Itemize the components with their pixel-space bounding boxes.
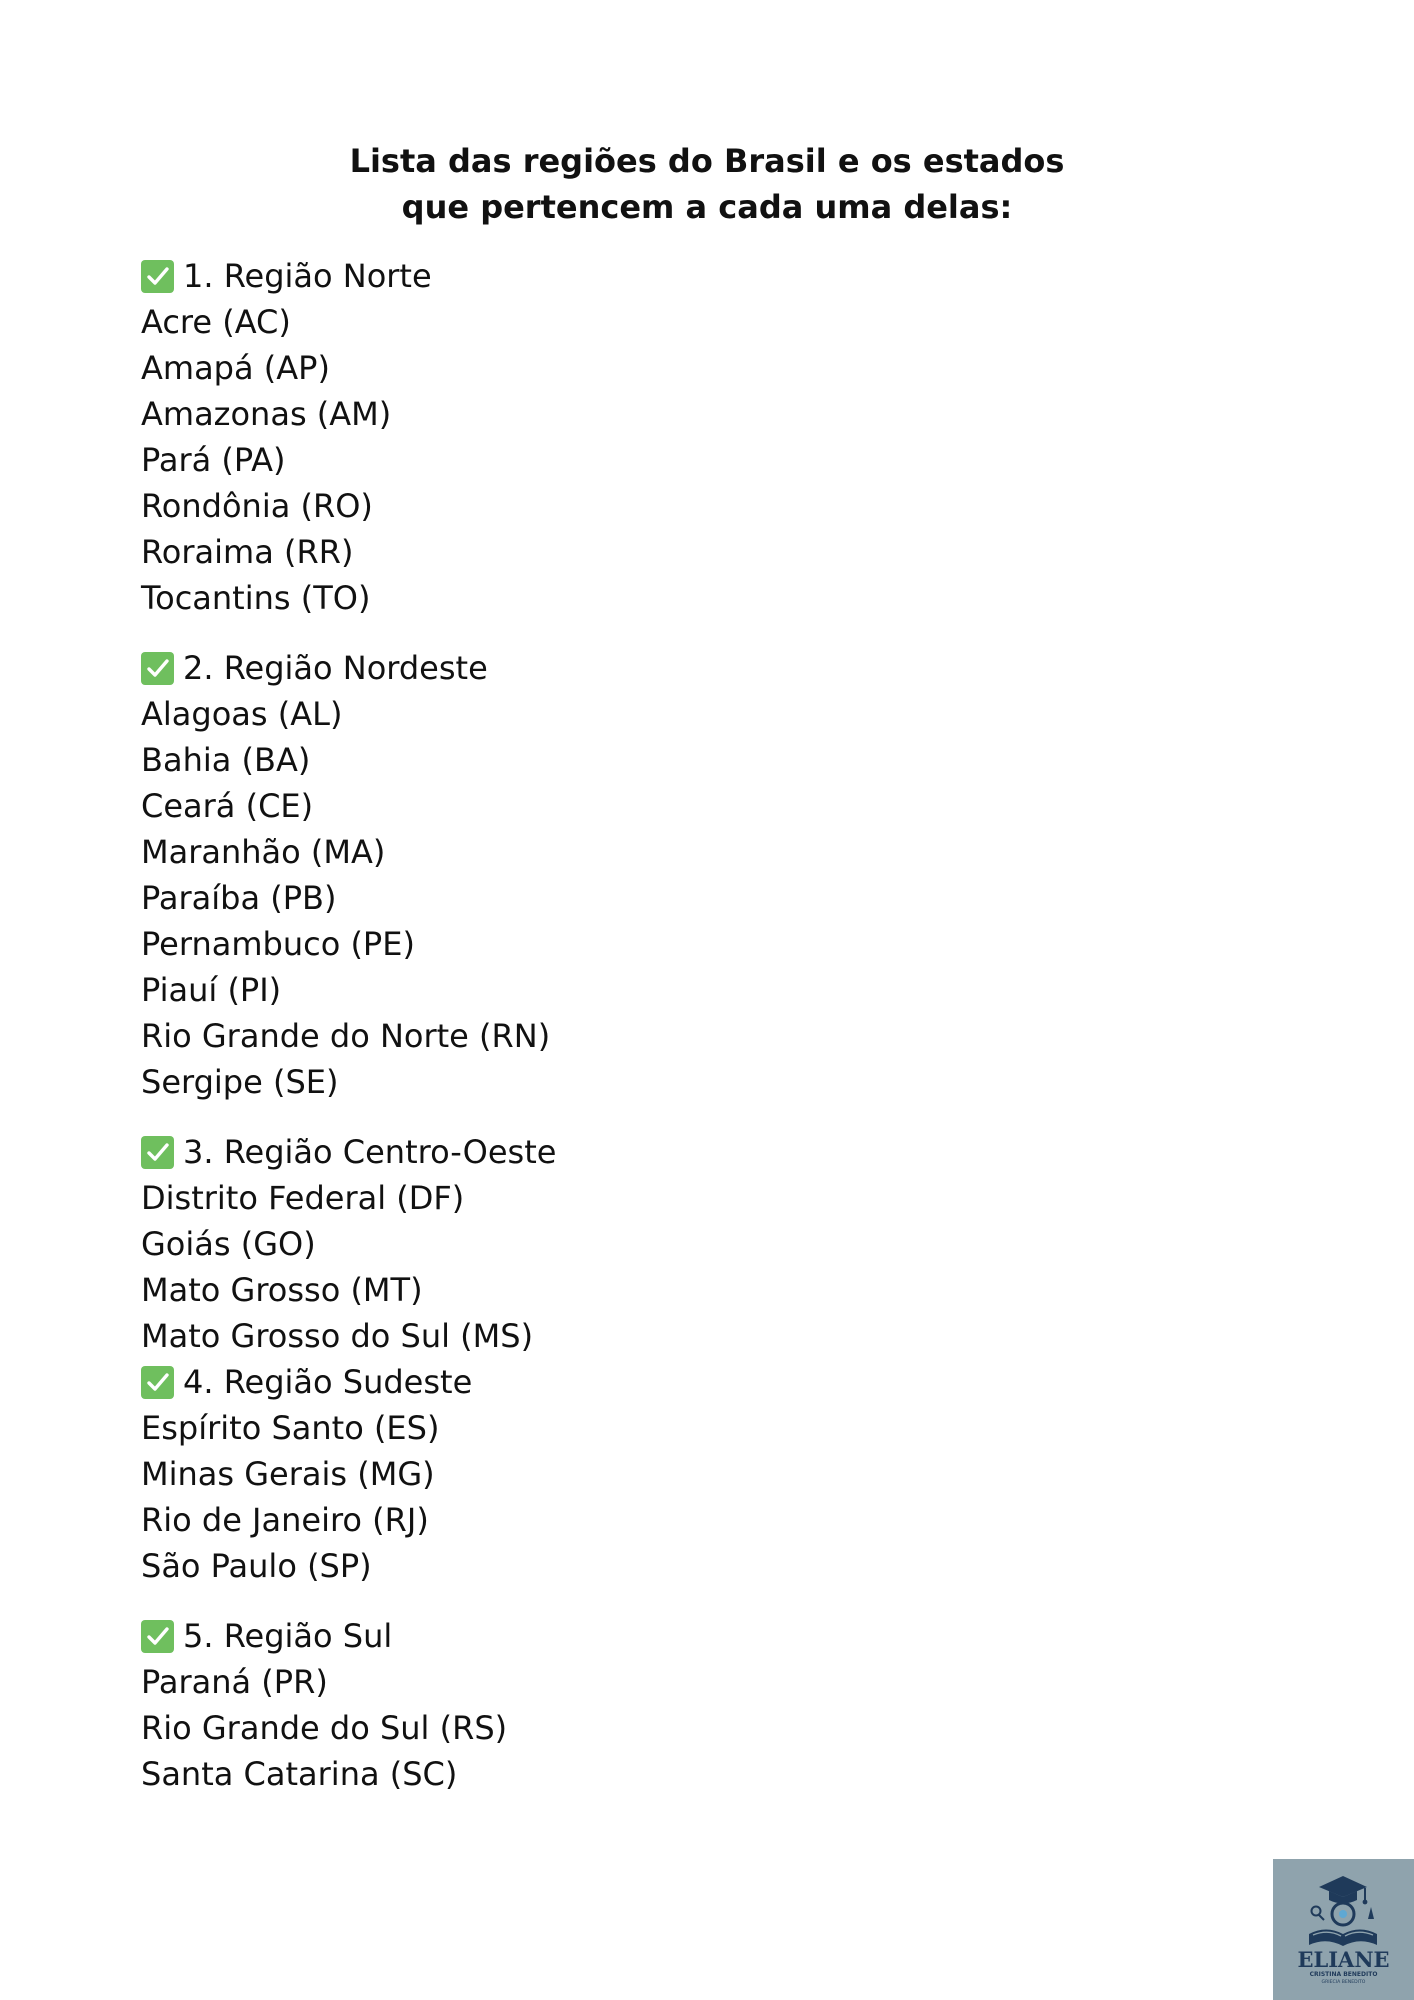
region-heading-label: 2. Região Nordeste: [183, 649, 488, 687]
title-line-2: que pertencem a cada uma delas:: [401, 188, 1013, 226]
region-sudeste: [141, 1359, 1041, 1589]
state-item: Santa Catarina (SC): [141, 1755, 458, 1793]
state-item: Mato Grosso do Sul (MS): [141, 1317, 534, 1355]
state-item: Acre (AC): [141, 303, 291, 341]
state-item: Tocantins (TO): [141, 579, 371, 617]
state-item: Paraná (PR): [141, 1663, 328, 1701]
region-heading: [141, 1613, 1041, 1659]
region-norte: [141, 253, 1041, 621]
state-item: Mato Grosso (MT): [141, 1271, 423, 1309]
state-item: Piauí (PI): [141, 971, 282, 1009]
state-item: Paraíba (PB): [141, 879, 337, 917]
state-item: Distrito Federal (DF): [141, 1179, 465, 1217]
state-item: Amazonas (AM): [141, 395, 392, 433]
state-item: Minas Gerais (MG): [141, 1455, 435, 1493]
logo-name: ELIANE: [1297, 1947, 1390, 1972]
region-nordeste: [141, 645, 1041, 1105]
region-centro-oeste: [141, 1129, 1041, 1359]
author-logo: [1273, 1859, 1414, 2000]
logo-line-3: GRIECIA BENEDITO: [1321, 1980, 1366, 1985]
state-item: Goiás (GO): [141, 1225, 316, 1263]
state-item: Maranhão (MA): [141, 833, 386, 871]
check-mark-icon: [141, 1366, 174, 1399]
state-item: Alagoas (AL): [141, 695, 343, 733]
state-item: Rondônia (RO): [141, 487, 373, 525]
state-item: Pará (PA): [141, 441, 286, 479]
state-item: Ceará (CE): [141, 787, 314, 825]
check-mark-icon: [141, 1136, 174, 1169]
region-heading: [141, 1129, 1041, 1175]
state-item: Espírito Santo (ES): [141, 1409, 440, 1447]
state-item: Sergipe (SE): [141, 1063, 339, 1101]
state-item: Rio Grande do Sul (RS): [141, 1709, 508, 1747]
region-sul: [141, 1613, 1041, 1797]
region-heading-label: 3. Região Centro-Oeste: [183, 1133, 557, 1171]
region-heading: [141, 1359, 1041, 1405]
state-item: Rio de Janeiro (RJ): [141, 1501, 429, 1539]
state-item: Rio Grande do Norte (RN): [141, 1017, 551, 1055]
state-item: São Paulo (SP): [141, 1547, 372, 1585]
region-heading-label: 5. Região Sul: [183, 1617, 393, 1655]
state-item: Bahia (BA): [141, 741, 311, 779]
check-mark-icon: [141, 1620, 174, 1653]
check-mark-icon: [141, 260, 174, 293]
logo-line-2: CRISTINA BENEDITO: [1309, 1971, 1378, 1978]
state-item: Pernambuco (PE): [141, 925, 415, 963]
page-title: [0, 138, 1414, 230]
region-heading-label: 1. Região Norte: [183, 257, 432, 295]
title-line-1: Lista das regiões do Brasil e os estados: [349, 142, 1065, 180]
regions-list: [141, 253, 1041, 1821]
region-heading: [141, 645, 1041, 691]
graduation-cap-book-icon: [1273, 1859, 1414, 2000]
state-item: Roraima (RR): [141, 533, 354, 571]
state-item: Amapá (AP): [141, 349, 330, 387]
check-mark-icon: [141, 652, 174, 685]
region-heading-label: 4. Região Sudeste: [183, 1363, 473, 1401]
region-heading: [141, 253, 1041, 299]
